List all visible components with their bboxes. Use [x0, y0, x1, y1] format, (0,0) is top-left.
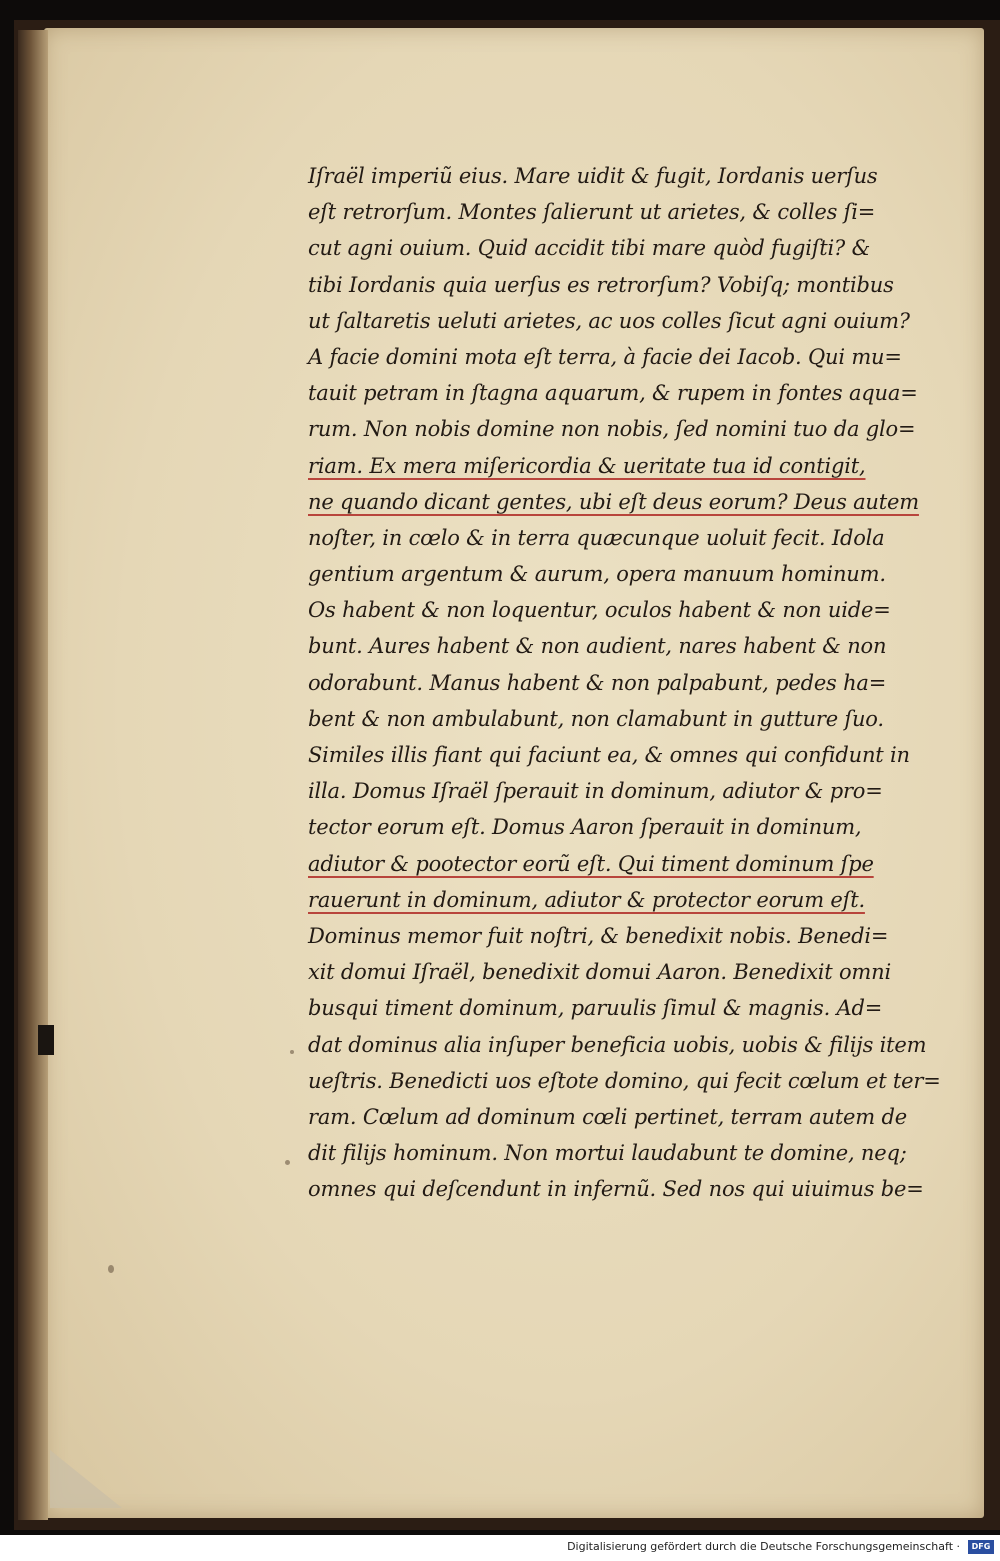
text-line: ut ſaltaretis ueluti arietes, ac uos colles ſicut agni ouium? [308, 308, 910, 333]
text-line: Iſraël imperiũ eius. Mare uidit & fugit, Iordanis uerſus [308, 164, 878, 188]
text-line: ne quando dicant gentes, ubi eſt deus eorum? Deus autem [308, 489, 919, 514]
paper-speck [108, 1265, 114, 1273]
text-line: dit filijs hominum. Non mortui laudabunt te domine, neq; [308, 1141, 907, 1166]
text-line: dat dominus alia inſuper beneficia uobis, uobis & filijs item [308, 1032, 927, 1057]
text-line: tauit petram in ſtagna aquarum, & rupem in fontes aqua= [308, 381, 918, 406]
text-line: A facie domini mota eſt terra, à facie dei Iacob. Qui mu= [308, 344, 902, 369]
text-line: xit domui Iſraël, benedixit domui Aaron. Benedixit omni [308, 960, 891, 985]
torn-corner [50, 1450, 122, 1508]
binding-gutter [18, 30, 48, 1520]
text-line: illa. Domus Iſraël ſperauit in dominum, adiutor & pro= [308, 779, 883, 804]
text-line: noſter, in cœlo & in terra quæcunque uoluit fecit. Idola [308, 525, 885, 550]
text-line: rum. Non nobis domine non nobis, ſed nomini tuo da glo= [308, 417, 916, 442]
funding-notice: Digitalisierung gefördert durch die Deutsche Forschungsgemeinschaft · [567, 1540, 960, 1553]
text-line: Os habent & non loquentur, oculos habent & non uide= [308, 598, 891, 623]
text-line: ram. Cœlum ad dominum cœli pertinet, terram autem de [308, 1104, 907, 1129]
text-line: riam. Ex mera miſericordia & ueritate tua id contigit, [308, 453, 866, 478]
footer-bar [0, 1535, 1000, 1561]
text-line: rauerunt in dominum, adiutor & protector eorum eſt. [308, 887, 865, 912]
text-line: eſt retrorſum. Montes ſalierunt ut arietes, & colles ſi= [308, 200, 876, 225]
text-line: tibi Iordanis quia uerſus es retrorſum? Vobiſq; montibus [308, 272, 894, 297]
text-line: bent & non ambulabunt, non clamabunt in gutture ſuo. [308, 706, 884, 731]
text-line: bunt. Aures habent & non audient, nares habent & non [308, 634, 887, 659]
text-line: omnes qui deſcendunt in infernũ. Sed nos qui uiuimus be= [308, 1177, 924, 1202]
text-line: busqui timent dominum, paruulis ſimul & magnis. Ad= [308, 996, 883, 1021]
text-block [308, 158, 958, 1207]
text-line: odorabunt. Manus habent & non palpabunt, pedes ha= [308, 670, 887, 695]
text-line: cut agni ouium. Quid accidit tibi mare quòd fugiſti? & [308, 236, 871, 261]
text-line: Dominus memor fuit noſtri, & benedixit nobis. Benedi= [308, 923, 889, 948]
paper-speck [290, 1050, 294, 1054]
paper-speck [285, 1160, 290, 1165]
text-line: tector eorum eſt. Domus Aaron ſperauit in dominum, [308, 815, 862, 840]
text-line: adiutor & pootector eorũ eſt. Qui timent dominum ſpe [308, 851, 874, 876]
text-line: gentium argentum & aurum, opera manuum hominum. [308, 562, 886, 587]
text-line: Similes illis fiant qui faciunt ea, & omnes qui confidunt in [308, 743, 910, 767]
binding-mark [38, 1025, 54, 1055]
text-line: ueſtris. Benedicti uos eſtote domino, qui fecit cœlum et ter= [308, 1068, 941, 1093]
dfg-logo-icon: DFG [968, 1540, 994, 1554]
